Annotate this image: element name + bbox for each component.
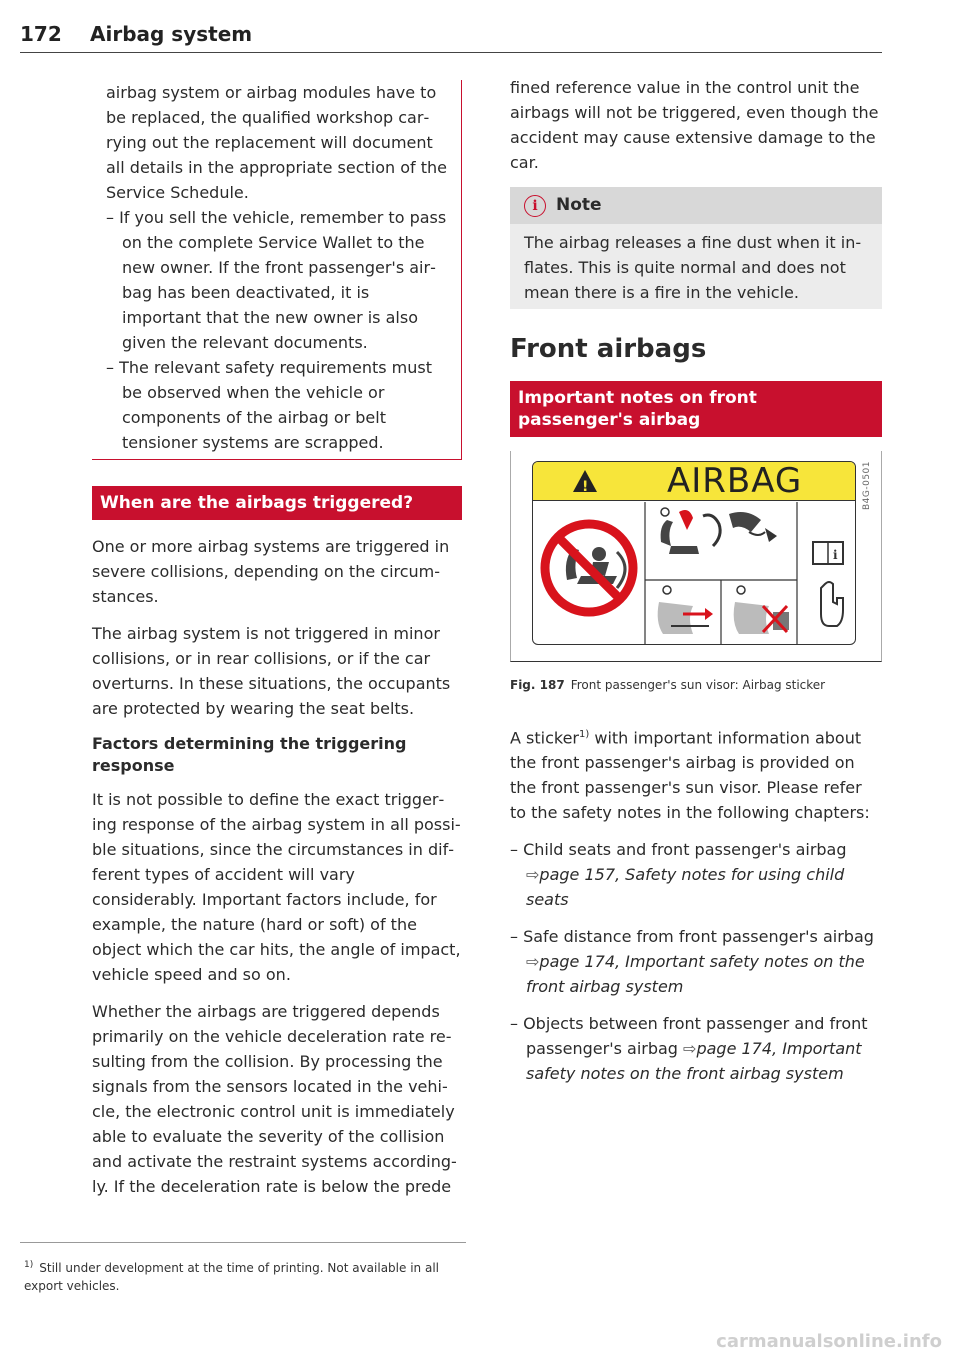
footnote-divider: [20, 1242, 466, 1243]
sticker-pictograms: [533, 502, 855, 644]
paragraph-continued: fined reference value in the control unit the airbags will not be triggered, even though the accident may cause extensive damage to the car.: [510, 78, 879, 172]
footnote-marker: 1): [24, 1260, 34, 1270]
list-item-child-seats: [510, 837, 882, 912]
page-number: 172: [20, 22, 62, 46]
cross-reference-text: page 174, Important safety notes on the front airbag system: [526, 952, 865, 997]
watermark: carmanualsonline.info: [716, 1331, 942, 1352]
cross-reference-text: page 157, Safety notes for using child seats: [526, 865, 845, 910]
footnote-text: Still under development at the time of printing. Not available in all export vehicles.: [24, 1261, 439, 1293]
note-header: [510, 187, 882, 224]
list-item-safe-distance: [510, 924, 882, 999]
note-box: [510, 187, 882, 309]
intro-text-b: with important information about the front passenger's airbag is provided on the front passenger's sun visor. Please refer to the safety notes in the following chapters:: [510, 728, 870, 823]
cross-reference-link[interactable]: [526, 865, 844, 909]
sticker-airbag-word: AIRBAG: [667, 461, 803, 501]
paragraph-severe-collisions: One or more airbag systems are triggered in severe collisions, depending on the circumstances.: [92, 537, 450, 606]
cross-reference-link[interactable]: [526, 952, 865, 996]
svg-text:i: i: [833, 548, 838, 562]
box-item-service-wallet: – If you sell the vehicle, remember to pass on the complete Service Wallet to the new owner. If the front passenger's airbag has been deactivated, it is important that the new owner is also given the relevant documents.: [106, 208, 447, 352]
arrow-right-icon: ⇨: [526, 865, 540, 885]
child-seat-correct-icon: [658, 586, 713, 634]
section-heading-passenger-airbag: Important notes on front passenger's airbag: [510, 381, 882, 437]
paragraph-sticker-intro: [510, 722, 882, 825]
section-heading-triggered: When are the airbags triggered?: [92, 486, 462, 520]
figure-airbag-sticker: [510, 451, 882, 663]
hand-pointer-icon: [821, 582, 843, 626]
figure-label: Fig. 187: [510, 678, 565, 692]
paragraph-factors: It is not possible to define the exact triggering response of the airbag system in all possible situations, since the circumstances in different types of accident will vary considerably. Important factors include, for example, the nature (hard or soft) of the object which the car hits, the angle of impact, vehicle speed and so on.: [92, 790, 461, 984]
warning-triangle-icon: !: [573, 470, 597, 492]
footnote: [24, 1256, 464, 1295]
note-text: The airbag releases a fine dust when it inflates. This is quite normal and does not mean there is a fire in the vehicle.: [524, 233, 862, 302]
right-column: [510, 75, 882, 1098]
page-header: [20, 20, 882, 53]
info-icon: i: [524, 195, 546, 217]
section-title: Airbag system: [90, 22, 253, 46]
child-seat-crossed-icon: [734, 586, 789, 634]
arrow-right-icon: ⇨: [526, 952, 540, 972]
list-item-text: – Objects between front passenger and front passenger's airbag: [510, 1014, 868, 1059]
cross-reference-text: page 174, Important safety notes on the front airbag system: [526, 1039, 862, 1084]
no-rear-facing-child-seat-icon: [545, 524, 633, 612]
footnote-ref: 1): [579, 729, 590, 740]
airbag-deploy-icon: [661, 508, 777, 554]
paragraph-not-triggered: The airbag system is not triggered in minor collisions, or in rear collisions, or if the car overturns. In these situations, the occupants are protected by wearing the seat belts.: [92, 624, 451, 718]
arrow-right-icon: ⇨: [683, 1039, 697, 1059]
list-item-text: – Safe distance from front passenger's airbag: [510, 927, 874, 947]
subheading-factors: Factors determining the triggering response: [92, 734, 407, 775]
paragraph-deceleration: Whether the airbags are triggered depends primarily on the vehicle deceleration rate resulting from the collision. By processing the signals from the sensors located in the vehicle, the electronic control unit is immediately able to evaluate the severity of the collision and activate the restraint systems accordingly. If the deceleration rate is below the prede: [92, 1002, 457, 1196]
heading-front-airbags: Front airbags: [510, 334, 707, 364]
note-label: Note: [556, 195, 602, 215]
manual-book-icon: [813, 542, 843, 564]
box-item-scrapping: – The relevant safety requirements must be observed when the vehicle or components of the airbag or belt tensioner systems are scrapped.: [106, 358, 432, 452]
safety-box-continued: [92, 80, 462, 460]
figure-caption-text: Front passenger's sun visor: Airbag sticker: [570, 678, 826, 692]
list-item-text: – Child seats and front passenger's airbag: [510, 840, 847, 860]
box-paragraph: airbag system or airbag modules have to be replaced, the qualified workshop carrying out the replacement will document all details in the appropriate section of the Service Schedule.: [106, 83, 447, 202]
figure-code: B4G-0501: [862, 461, 872, 511]
airbag-sticker: [532, 461, 856, 645]
sticker-banner: [533, 462, 855, 501]
left-column: [92, 80, 462, 1211]
figure-caption: [510, 673, 882, 698]
list-item-objects: [510, 1011, 882, 1086]
intro-text-a: A sticker: [510, 728, 579, 748]
